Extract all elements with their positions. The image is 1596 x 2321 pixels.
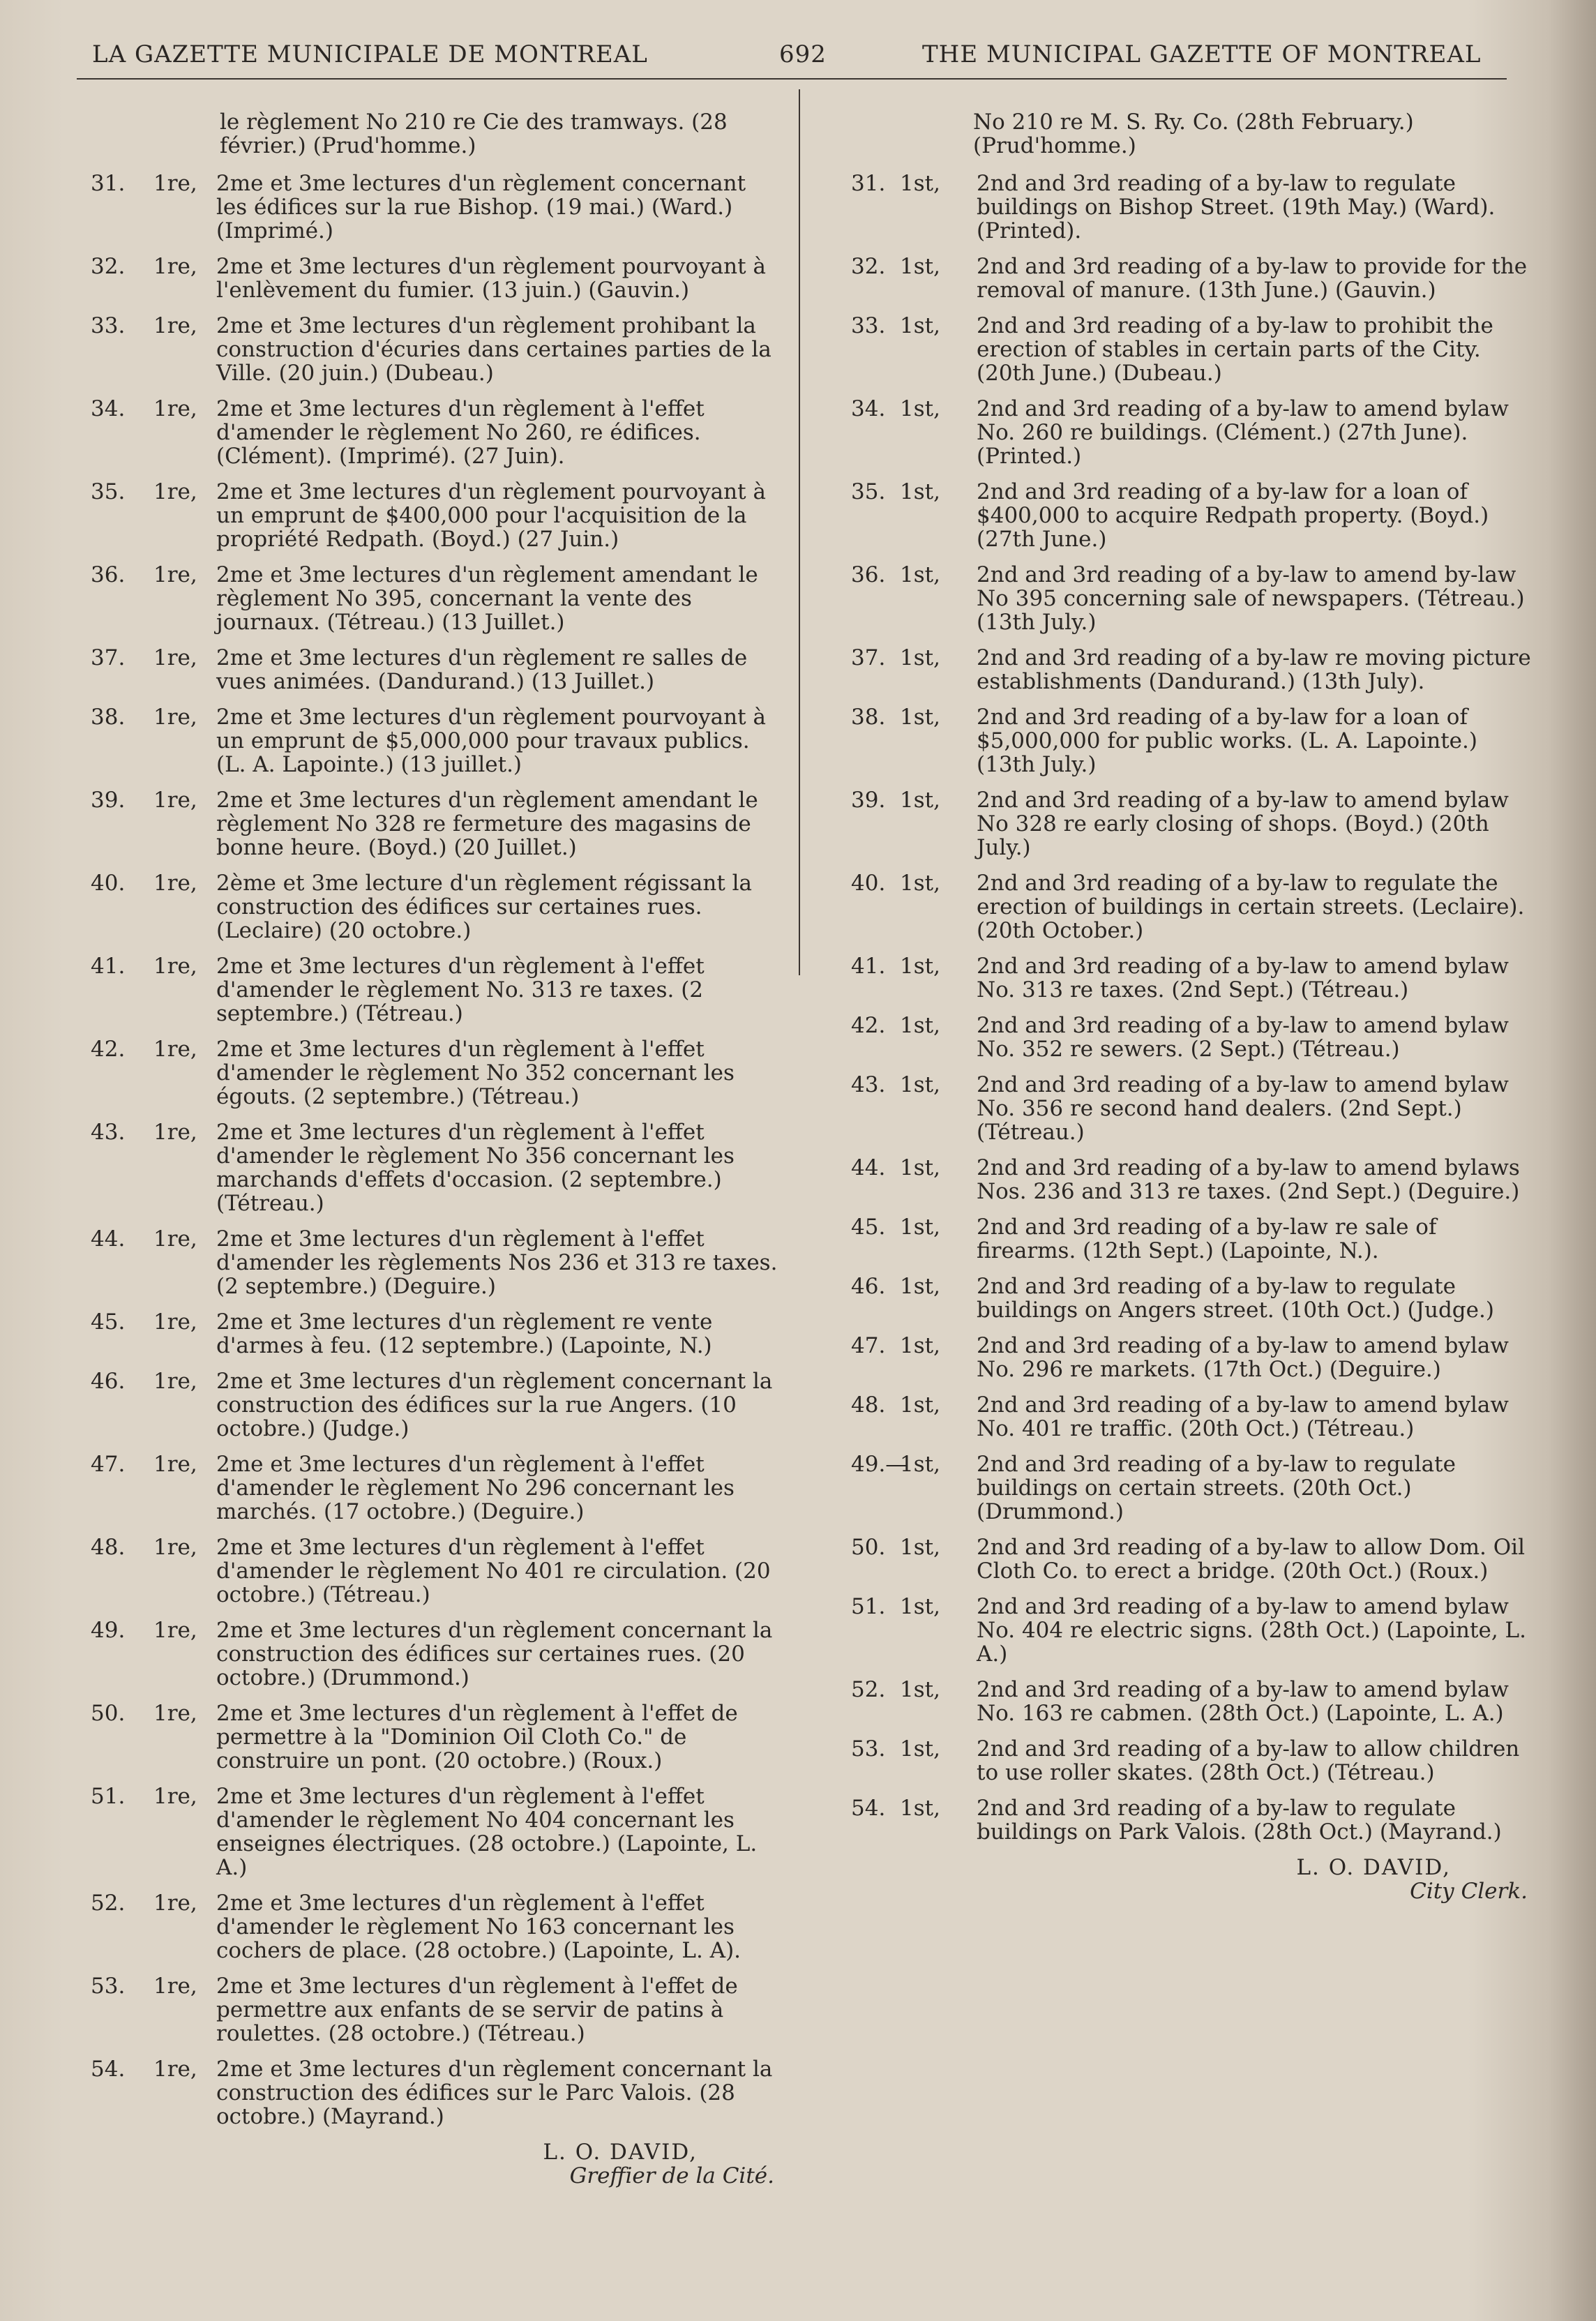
entry-first-reading: 1st,: [900, 1155, 940, 1180]
english-entry: [837, 1595, 1535, 1666]
english-entries: [837, 172, 1535, 1844]
english-entry: [837, 788, 1535, 859]
entry-first-reading: 1st,: [900, 954, 940, 979]
entry-number: 48.: [91, 1535, 126, 1560]
english-entry: [837, 1737, 1535, 1785]
english-entry: [837, 563, 1535, 634]
entry-first-reading: 1re,: [153, 254, 197, 279]
french-entry: [77, 954, 781, 1026]
header-rule: [77, 78, 1507, 80]
entry-text: 2nd and 3rd reading of a by-law to amend bylaw No. 313 re taxes. (2nd Sept.) (Tétreau.): [977, 954, 1509, 1002]
entry-number: 31.: [851, 171, 886, 196]
entry-first-reading: 1re,: [153, 954, 197, 979]
entry-first-reading: 1re,: [153, 871, 197, 896]
entry-first-reading: 1st,: [900, 1736, 940, 1762]
english-entry: [837, 1073, 1535, 1144]
entry-text: 2nd and 3rd reading of a by-law to provide for the removal of manure. (13th June.) (Gauvin.): [977, 254, 1528, 303]
entry-text: 2nd and 3rd reading of a by-law to amend bylaw No 328 re early closing of shops. (Boyd.) (20th July.): [977, 788, 1509, 860]
entry-number: 38.: [91, 705, 126, 730]
entry-first-reading: 1st,: [900, 254, 940, 279]
english-entry: [837, 172, 1535, 243]
entry-text: 2me et 3me lectures d'un règlement concernant la construction des édifices sur certaines rues. (20 octobre.) (Drummond.): [216, 1618, 773, 1690]
english-entry: [837, 954, 1535, 1002]
entry-first-reading: 1re,: [153, 171, 197, 196]
french-entry: [77, 1037, 781, 1109]
entry-text: 2nd and 3rd reading of a by-law to amend bylaw No. 404 re electric signs. (28th Oct.) (Lapointe, L. A.): [977, 1594, 1526, 1667]
entry-number: 51.: [851, 1594, 886, 1619]
entry-text: 2me et 3me lectures d'un règlement à l'effet de permettre à la "Dominion Oil Cloth Co." de construire un pont. (20 octobre.) (Roux.): [216, 1701, 738, 1773]
entry-first-reading: 1re,: [153, 705, 197, 730]
entry-first-reading: 1re,: [153, 313, 197, 338]
entry-text: 2nd and 3rd reading of a by-law to regulate buildings on Bishop Street. (19th May.) (Ward). (Printed).: [977, 171, 1496, 243]
english-entry: [837, 1678, 1535, 1725]
english-entry: [837, 1156, 1535, 1203]
entry-number: 33.: [851, 313, 886, 338]
entry-text: 2nd and 3rd reading of a by-law to prohibit the erection of stables in certain parts of the City. (20th June.) (Dubeau.): [977, 313, 1493, 386]
entry-first-reading: 1st,: [900, 1452, 940, 1477]
french-entry: [77, 1974, 781, 2045]
page-header: [92, 40, 1501, 68]
french-signature-title: Greffier de la Cité.: [569, 2163, 774, 2188]
entry-text: 2me et 3me lectures d'un règlement pourvoyant à un emprunt de $400,000 pour l'acquisition de la propriété Redpath. (Boyd.) (27 Juin.): [216, 479, 766, 552]
french-entry: [77, 1310, 781, 1358]
entry-number: 54.: [851, 1796, 886, 1821]
entry-first-reading: 1st,: [900, 1594, 940, 1619]
entry-text: 2nd and 3rd reading of a by-law to amend bylaws Nos. 236 and 313 re taxes. (2nd Sept.) (Deguire.): [977, 1155, 1520, 1204]
entry-first-reading: 1re,: [153, 2057, 197, 2082]
entry-number: 44.: [91, 1226, 126, 1252]
entry-first-reading: 1st,: [900, 645, 940, 670]
english-entry: [837, 1535, 1535, 1583]
entry-text: 2nd and 3rd reading of a by-law to amend bylaw No. 296 re markets. (17th Oct.) (Deguire.): [977, 1333, 1509, 1382]
entry-first-reading: 1st,: [900, 1072, 940, 1097]
french-entry: [77, 646, 781, 693]
english-entry: [837, 255, 1535, 302]
french-entry: [77, 1227, 781, 1298]
entry-number: 50.: [851, 1535, 886, 1560]
entry-number: 47.: [91, 1452, 126, 1477]
entry-first-reading: 1re,: [153, 1037, 197, 1062]
entry-number: 46.: [851, 1274, 886, 1299]
entry-number: 34.: [851, 396, 886, 421]
entry-text: 2me et 3me lectures d'un règlement à l'effet d'amender le règlement No 163 concernant les cochers de place. (28 octobre.) (Lapointe, L. A).: [216, 1891, 741, 1963]
entry-text: 2nd and 3rd reading of a by-law for a loan of $5,000,000 for public works. (L. A. Lapointe.) (13th July.): [977, 705, 1477, 777]
english-entry: [837, 1334, 1535, 1381]
entry-number: 40.: [91, 871, 126, 896]
entry-text: 2me et 3me lectures d'un règlement à l'effet d'amender les règlements Nos 236 et 313 re taxes. (2 septembre.) (Deguire.): [216, 1226, 778, 1299]
entry-first-reading: 1st,: [900, 1677, 940, 1702]
entry-text: 2nd and 3rd reading of a by-law to amend by-law No 395 concerning sale of newspapers. (Tétreau.) (13th July.): [977, 562, 1525, 635]
entry-first-reading: 1st,: [900, 313, 940, 338]
french-entry: [77, 1785, 781, 1879]
entry-number: 43.: [851, 1072, 886, 1097]
french-signature: [77, 2140, 781, 2188]
french-entry: [77, 1452, 781, 1524]
entry-first-reading: 1re,: [153, 1618, 197, 1643]
entry-text: 2me et 3me lectures d'un règlement à l'effet d'amender le règlement No 401 re circulation. (20 octobre.) (Tétreau.): [216, 1535, 771, 1607]
english-entry: [837, 705, 1535, 776]
entry-text: 2nd and 3rd reading of a by-law to amend bylaw No. 352 re sewers. (2 Sept.) (Tétreau.): [977, 1013, 1509, 1062]
entry-number: 36.: [91, 562, 126, 587]
entry-first-reading: 1re,: [153, 396, 197, 421]
entry-first-reading: 1re,: [153, 1701, 197, 1726]
french-entry: [77, 255, 781, 302]
entry-number: 42.: [851, 1013, 886, 1038]
entry-first-reading: 1re,: [153, 645, 197, 670]
entry-text: 2nd and 3rd reading of a by-law re sale of firearms. (12th Sept.) (Lapointe, N.).: [977, 1215, 1437, 1263]
entry-number: 53.: [851, 1736, 886, 1762]
entry-number: 46.: [91, 1369, 126, 1394]
entry-number: 54.: [91, 2057, 126, 2082]
column-divider: [799, 89, 800, 975]
entry-text: 2me et 3me lectures d'un règlement pourvoyant à l'enlèvement du fumier. (13 juin.) (Gauvin.): [216, 254, 766, 303]
entry-text: 2me et 3me lectures d'un règlement à l'effet d'amender le règlement No 356 concernant les marchands d'effets d'occasion. (2 septembre.) (Tétreau.): [216, 1120, 735, 1216]
english-signature-name: L. O. DAVID,: [1296, 1855, 1451, 1880]
entry-first-reading: 1re,: [153, 1891, 197, 1916]
english-entry: [837, 1014, 1535, 1061]
english-column: [837, 110, 1535, 1903]
french-entry: [77, 1891, 781, 1962]
entry-number: 37.: [91, 645, 126, 670]
english-entry: [837, 480, 1535, 551]
entry-text: 2me et 3me lectures d'un règlement à l'effet de permettre aux enfants de se servir de patins à roulettes. (28 octobre.) (Tétreau.): [216, 1974, 738, 2046]
english-entry: [837, 646, 1535, 693]
entry-first-reading: 1re,: [153, 1784, 197, 1809]
entry-text: 2me et 3me lectures d'un règlement re vente d'armes à feu. (12 septembre.) (Lapointe, N.): [216, 1309, 713, 1358]
entry-number: 32.: [91, 254, 126, 279]
entry-number: 49.: [91, 1618, 126, 1643]
entry-number: 52.: [851, 1677, 886, 1702]
entry-first-reading: 1re,: [153, 1309, 197, 1335]
entry-number: 49.—: [851, 1452, 908, 1477]
entry-text: 2nd and 3rd reading of a by-law to amend bylaw No. 356 re second hand dealers. (2nd Sept.) (Tétreau.): [977, 1072, 1509, 1145]
entry-first-reading: 1st,: [900, 1215, 940, 1240]
entry-text: 2me et 3me lectures d'un règlement à l'effet d'amender le règlement No 260, re édifices. (Clément). (Imprimé). (27 Juin).: [216, 396, 705, 469]
entry-number: 39.: [851, 788, 886, 813]
french-column: [77, 110, 781, 2188]
entry-number: 32.: [851, 254, 886, 279]
english-entry: [837, 1796, 1535, 1844]
entry-text: 2me et 3me lectures d'un règlement à l'effet d'amender le règlement No 296 concernant les marchés. (17 octobre.) (Deguire.): [216, 1452, 735, 1524]
entry-number: 37.: [851, 645, 886, 670]
french-entry: [77, 480, 781, 551]
entry-first-reading: 1st,: [900, 788, 940, 813]
entry-text: 2nd and 3rd reading of a by-law to allow children to use roller skates. (28th Oct.) (Tétreau.): [977, 1736, 1520, 1785]
entry-number: 35.: [91, 479, 126, 504]
entry-first-reading: 1re,: [153, 562, 197, 587]
entry-text: 2me et 3me lectures d'un règlement à l'effet d'amender le règlement No 404 concernant les enseignes électriques. (28 octobre.) (Lapointe, L. A.): [216, 1784, 758, 1880]
entry-text: 2ème et 3me lecture d'un règlement régissant la construction des édifices sur certaines rues. (Leclaire) (20 octobre.): [216, 871, 753, 943]
entry-first-reading: 1re,: [153, 1226, 197, 1252]
entry-number: 44.: [851, 1155, 886, 1180]
french-entry: [77, 2057, 781, 2128]
english-entry: [837, 1393, 1535, 1441]
entry-first-reading: 1st,: [900, 1535, 940, 1560]
entry-first-reading: 1re,: [153, 1535, 197, 1560]
english-entry: [837, 1452, 1535, 1524]
entry-number: 41.: [851, 954, 886, 979]
entry-text: 2me et 3me lectures d'un règlement à l'effet d'amender le règlement No. 313 re taxes. (2 septembre.) (Tétreau.): [216, 954, 705, 1026]
entry-number: 45.: [851, 1215, 886, 1240]
entry-text: 2nd and 3rd reading of a by-law to regulate buildings on Park Valois. (28th Oct.) (Mayrand.): [977, 1796, 1502, 1845]
french-entry: [77, 871, 781, 942]
entry-first-reading: 1st,: [900, 871, 940, 896]
french-entry: [77, 397, 781, 468]
entry-text: 2nd and 3rd reading of a by-law for a loan of $400,000 to acquire Redpath property. (Boyd.) (27th June.): [977, 479, 1489, 552]
entry-number: 35.: [851, 479, 886, 504]
entry-first-reading: 1re,: [153, 1974, 197, 1999]
entry-number: 48.: [851, 1392, 886, 1418]
french-intro: le règlement No 210 re Cie des tramways. (28 février.) (Prud'homme.): [220, 110, 728, 158]
entry-number: 53.: [91, 1974, 126, 1999]
english-intro: No 210 re M. S. Ry. Co. (28th February.) (Prud'homme.): [973, 110, 1414, 158]
french-entry: [77, 563, 781, 634]
french-entry: [77, 172, 781, 243]
entry-number: 40.: [851, 871, 886, 896]
entry-first-reading: 1re,: [153, 479, 197, 504]
header-title-english: THE MUNICIPAL GAZETTE OF MONTREAL: [922, 40, 1482, 68]
entry-first-reading: 1st,: [900, 1392, 940, 1418]
entry-text: 2me et 3me lectures d'un règlement concernant la construction des édifices sur la rue Angers. (10 octobre.) (Judge.): [216, 1369, 773, 1441]
entry-first-reading: 1re,: [153, 1369, 197, 1394]
english-entry: [837, 397, 1535, 468]
entry-text: 2nd and 3rd reading of a by-law re moving picture establishments (Dandurand.) (13th July).: [977, 645, 1531, 694]
entry-first-reading: 1re,: [153, 788, 197, 813]
entry-first-reading: 1st,: [900, 1013, 940, 1038]
english-signature-title: City Clerk.: [1410, 1879, 1528, 1904]
entry-text: 2me et 3me lectures d'un règlement à l'effet d'amender le règlement No 352 concernant les égouts. (2 septembre.) (Tétreau.): [216, 1037, 735, 1109]
entry-text: 2nd and 3rd reading of a by-law to regulate buildings on Angers street. (10th Oct.) (Judge.): [977, 1274, 1494, 1323]
english-entry: [837, 871, 1535, 942]
entry-text: 2nd and 3rd reading of a by-law to amend bylaw No. 163 re cabmen. (28th Oct.) (Lapointe, L. A.): [977, 1677, 1509, 1726]
entry-text: 2nd and 3rd reading of a by-law to regulate the erection of buildings in certain streets. (Leclaire). (20th October.): [977, 871, 1525, 943]
entry-text: 2nd and 3rd reading of a by-law to amend bylaw No. 401 re traffic. (20th Oct.) (Tétreau.): [977, 1392, 1509, 1441]
header-title-french: LA GAZETTE MUNICIPALE DE MONTREAL: [92, 40, 648, 68]
entry-first-reading: 1st,: [900, 479, 940, 504]
entry-number: 34.: [91, 396, 126, 421]
entry-number: 47.: [851, 1333, 886, 1358]
entry-number: 50.: [91, 1701, 126, 1726]
entry-text: 2me et 3me lectures d'un règlement amendant le règlement No 395, concernant la vente des journaux. (Tétreau.) (13 Juillet.): [216, 562, 758, 635]
english-entry: [837, 314, 1535, 385]
entry-first-reading: 1re,: [153, 1452, 197, 1477]
entry-number: 33.: [91, 313, 126, 338]
entry-text: 2nd and 3rd reading of a by-law to regulate buildings on certain streets. (20th Oct.) (Drummond.): [977, 1452, 1456, 1524]
french-signature-name: L. O. DAVID,: [543, 2140, 698, 2165]
entry-text: 2nd and 3rd reading of a by-law to allow Dom. Oil Cloth Co. to erect a bridge. (20th Oct.) (Roux.): [977, 1535, 1525, 1584]
french-entry: [77, 1702, 781, 1773]
entry-first-reading: 1st,: [900, 1333, 940, 1358]
english-entry: [837, 1215, 1535, 1263]
entry-text: 2me et 3me lectures d'un règlement re salles de vues animées. (Dandurand.) (13 Juillet.): [216, 645, 748, 694]
entry-text: 2me et 3me lectures d'un règlement prohibant la construction d'écuries dans certaines parties de la Ville. (20 juin.) (Dubeau.): [216, 313, 771, 386]
entry-first-reading: 1st,: [900, 1274, 940, 1299]
entry-number: 31.: [91, 171, 126, 196]
english-signature: [837, 1856, 1535, 1903]
french-entry: [77, 705, 781, 776]
french-entry: [77, 1535, 781, 1607]
entry-first-reading: 1st,: [900, 705, 940, 730]
french-entry: [77, 1120, 781, 1215]
french-entry: [77, 1369, 781, 1441]
entry-text: 2me et 3me lectures d'un règlement pourvoyant à un emprunt de $5,000,000 pour travaux publics. (L. A. Lapointe.) (13 juillet.): [216, 705, 766, 777]
french-entry: [77, 1618, 781, 1690]
entry-number: 52.: [91, 1891, 126, 1916]
entry-first-reading: 1st,: [900, 396, 940, 421]
entry-text: 2nd and 3rd reading of a by-law to amend bylaw No. 260 re buildings. (Clément.) (27th June). (Printed.): [977, 396, 1509, 469]
entry-first-reading: 1st,: [900, 562, 940, 587]
entry-number: 45.: [91, 1309, 126, 1335]
french-entry: [77, 788, 781, 859]
entry-first-reading: 1st,: [900, 1796, 940, 1821]
entry-first-reading: 1st,: [900, 171, 940, 196]
english-entry: [837, 1275, 1535, 1322]
entry-number: 42.: [91, 1037, 126, 1062]
entry-number: 41.: [91, 954, 126, 979]
entry-text: 2me et 3me lectures d'un règlement concernant les édifices sur la rue Bishop. (19 mai.) (Ward.) (Imprimé.): [216, 171, 746, 243]
french-entry: [77, 314, 781, 385]
entry-number: 51.: [91, 1784, 126, 1809]
entry-text: 2me et 3me lectures d'un règlement amendant le règlement No 328 re fermeture des magasins de bonne heure. (Boyd.) (20 Juillet.): [216, 788, 758, 860]
page-number: 692: [779, 40, 827, 68]
entry-text: 2me et 3me lectures d'un règlement concernant la construction des édifices sur le Parc Valois. (28 octobre.) (Mayrand.): [216, 2057, 773, 2129]
french-entries: [77, 172, 781, 2128]
entry-first-reading: 1re,: [153, 1120, 197, 1145]
entry-number: 39.: [91, 788, 126, 813]
entry-number: 38.: [851, 705, 886, 730]
entry-number: 43.: [91, 1120, 126, 1145]
entry-number: 36.: [851, 562, 886, 587]
